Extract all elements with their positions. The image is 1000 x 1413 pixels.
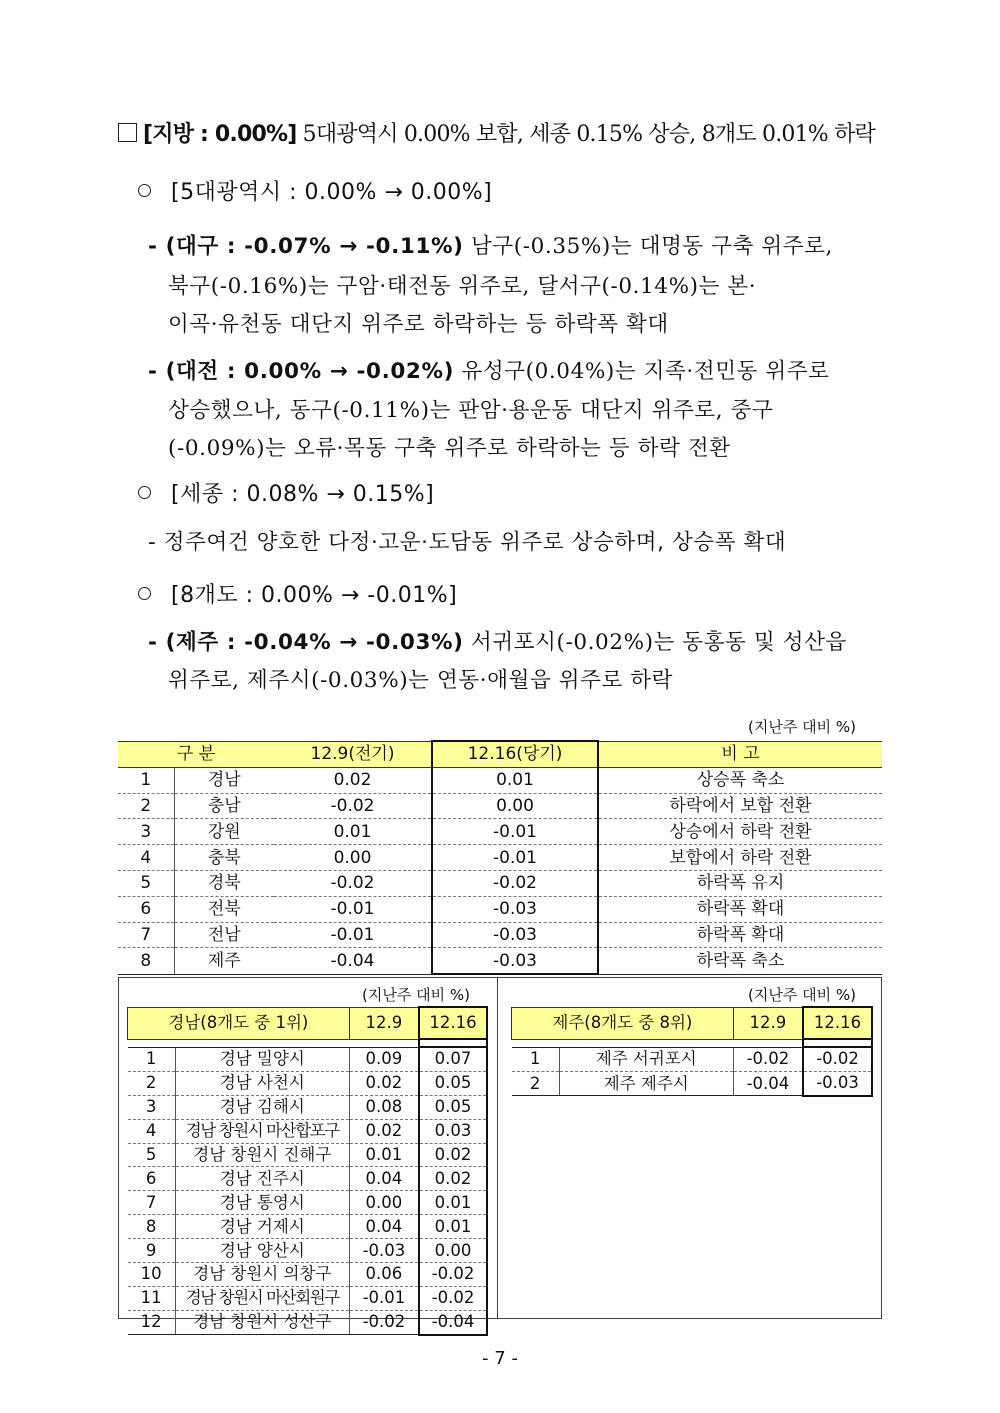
circle-bullet-icon (138, 486, 151, 499)
gyeongnam-row-cell: 경남 창원시 마산회원구 (175, 1286, 349, 1310)
header-category: 구 분 (118, 741, 274, 767)
gyeongnam-row-cell: 7 (128, 1191, 176, 1215)
gyeongnam-row-cell: 0.08 (349, 1095, 419, 1119)
province-row (118, 845, 882, 871)
main-table-unit: (지난주 대비 %) (748, 718, 856, 736)
gyeongnam-row-cell: 0.05 (419, 1071, 487, 1095)
gyeongnam-header-prev: 12.9 (349, 1007, 419, 1039)
province-row-cell: 0.01 (274, 819, 432, 845)
daegu-line-3: 이곡·유천동 대단지 위주로 하락하는 등 하락폭 확대 (168, 312, 669, 337)
jeju-row-cell: 2 (512, 1071, 560, 1095)
header-prev: 12.9(전기) (274, 741, 432, 767)
sejong-title: [세종 : 0.08% → 0.15%] (171, 482, 435, 507)
gyeongnam-row-cell: 3 (128, 1095, 176, 1119)
gyeongnam-row (128, 1263, 488, 1287)
gyeongnam-row-cell: 5 (128, 1143, 176, 1167)
gyeongnam-row (128, 1215, 488, 1239)
gyeongnam-row-cell: 6 (128, 1167, 176, 1191)
gyeongnam-row-cell: 0.09 (349, 1047, 419, 1071)
province-row-cell: 2 (118, 793, 174, 819)
province-row-cell: 경북 (174, 870, 274, 896)
province-row-cell: 0.00 (432, 793, 598, 819)
gyeongnam-row-cell: 경남 김해시 (175, 1095, 349, 1119)
province-row-cell: -0.03 (432, 922, 598, 948)
province-row-cell: 충북 (174, 845, 274, 871)
daegu-line-1 (148, 229, 833, 260)
gyeongnam-row-cell: 8 (128, 1215, 176, 1239)
jeju-row-cell: -0.02 (733, 1047, 803, 1071)
gyeongnam-row-cell: -0.02 (419, 1286, 487, 1310)
gyeongnam-row-cell: 0.00 (419, 1239, 487, 1263)
gyeongnam-row-cell: 0.04 (349, 1167, 419, 1191)
province-table (118, 740, 882, 975)
jeju-line-1 (148, 625, 847, 656)
province-row-cell: 강원 (174, 819, 274, 845)
province-row (118, 819, 882, 845)
gyeongnam-row-cell: -0.02 (419, 1263, 487, 1287)
province-row-cell: 5 (118, 870, 174, 896)
province-row-cell: 하락폭 확대 (598, 922, 882, 948)
gyeongnam-header-title: 경남(8개도 중 1위) (128, 1007, 350, 1039)
gyeongnam-row-cell: 0.04 (349, 1215, 419, 1239)
province-row-cell: 3 (118, 819, 174, 845)
gyeongnam-row-cell: 0.07 (419, 1047, 487, 1071)
sejong-subheading (138, 477, 434, 508)
province-row-cell: 0.02 (274, 767, 432, 793)
gyeongnam-row-cell: 0.06 (349, 1263, 419, 1287)
province-row-cell: 1 (118, 767, 174, 793)
daegu-line-2: 북구(-0.16%)는 구암·태전동 위주로, 달서구(-0.14%)는 본· (168, 274, 757, 299)
gyeongnam-row-cell: 경남 창원시 진해구 (175, 1143, 349, 1167)
gyeongnam-row-cell: 0.02 (419, 1143, 487, 1167)
gyeongnam-row-cell: 4 (128, 1119, 176, 1143)
gyeongnam-row-cell: 0.02 (349, 1119, 419, 1143)
province-row (118, 948, 882, 974)
daegu-label: - (대구 : -0.07% → -0.11%) (148, 234, 464, 259)
province-row-cell: 0.01 (432, 767, 598, 793)
gyeongnam-table-unit: (지난주 대비 %) (362, 986, 470, 1004)
gyeongnam-row-cell: 경남 통영시 (175, 1191, 349, 1215)
metro-title: [5대광역시 : 0.00% → 0.00%] (171, 180, 493, 205)
gyeongnam-row (128, 1071, 488, 1095)
province-row-cell: -0.01 (274, 922, 432, 948)
heading-label: [지방 : 0.00%] (143, 122, 297, 147)
province-row-cell: 하락에서 보합 전환 (598, 793, 882, 819)
province-row-cell: 제주 (174, 948, 274, 974)
provinces-title: [8개도 : 0.00% → -0.01%] (171, 583, 458, 608)
gyeongnam-row (128, 1047, 488, 1071)
circle-bullet-icon (138, 184, 151, 197)
page-number: - 7 - (482, 1348, 518, 1369)
province-row-cell: 충남 (174, 793, 274, 819)
province-row (118, 896, 882, 922)
province-row-cell: 경남 (174, 767, 274, 793)
jeju-row (512, 1047, 873, 1071)
gyeongnam-row-cell: 0.02 (349, 1071, 419, 1095)
gyeongnam-row-cell: 10 (128, 1263, 176, 1287)
gyeongnam-row-cell: 경남 창원시 성산구 (175, 1310, 349, 1334)
province-row-cell: 4 (118, 845, 174, 871)
daejeon-line-1 (148, 354, 830, 385)
province-row-cell: -0.02 (274, 870, 432, 896)
gyeongnam-row-cell: 0.01 (419, 1191, 487, 1215)
jeju-row-cell: -0.03 (803, 1071, 872, 1095)
gyeongnam-row-cell: 경남 창원시 의창구 (175, 1263, 349, 1287)
section-heading (118, 117, 875, 148)
gyeongnam-row-cell: 경남 양산시 (175, 1239, 349, 1263)
province-row-cell: 7 (118, 922, 174, 948)
province-row-cell: -0.01 (274, 896, 432, 922)
gyeongnam-row-cell: 9 (128, 1239, 176, 1263)
gyeongnam-row-cell: 11 (128, 1286, 176, 1310)
gyeongnam-row-cell: 0.02 (419, 1167, 487, 1191)
province-row-cell: 보합에서 하락 전환 (598, 845, 882, 871)
province-row-cell: 하락폭 유지 (598, 870, 882, 896)
gyeongnam-table-header (128, 1007, 488, 1039)
gyeongnam-row-cell: 경남 밀양시 (175, 1047, 349, 1071)
province-row-cell: 하락폭 축소 (598, 948, 882, 974)
jeju-header-title: 제주(8개도 중 8위) (512, 1007, 734, 1039)
daejeon-line-2: 상승했으나, 동구(-0.11%)는 판암·용운동 대단지 위주로, 중구 (168, 398, 774, 423)
province-row-cell: 0.00 (274, 845, 432, 871)
gyeongnam-row-cell: 0.00 (349, 1191, 419, 1215)
jeju-row (512, 1071, 873, 1095)
province-row (118, 922, 882, 948)
jeju-line-2: 위주로, 제주시(-0.03%)는 연동·애월읍 위주로 하락 (168, 668, 674, 693)
province-row-cell: -0.02 (432, 870, 598, 896)
gyeongnam-row-cell: 0.03 (419, 1119, 487, 1143)
daejeon-text-1: 유성구(0.04%)는 지족·전민동 위주로 (461, 359, 830, 384)
gyeongnam-row (128, 1239, 488, 1263)
daejeon-label: - (대전 : 0.00% → -0.02%) (148, 359, 455, 384)
province-row-cell: -0.04 (274, 948, 432, 974)
gyeongnam-row (128, 1167, 488, 1191)
jeju-table (511, 1006, 873, 1097)
provinces-subheading (138, 578, 457, 609)
province-table-header (118, 741, 882, 767)
gyeongnam-row-cell: 경남 창원시 마산합포구 (175, 1119, 349, 1143)
jeju-row-cell: -0.02 (803, 1047, 872, 1071)
gyeongnam-row-cell: 경남 사천시 (175, 1071, 349, 1095)
header-note: 비 고 (598, 741, 882, 767)
circle-bullet-icon (138, 587, 151, 600)
province-row-cell: -0.01 (432, 819, 598, 845)
header-current: 12.16(당기) (432, 741, 598, 767)
province-row-cell: -0.02 (274, 793, 432, 819)
jeju-header-current: 12.16 (803, 1007, 872, 1039)
gyeongnam-row-cell: 12 (128, 1310, 176, 1334)
gyeongnam-row (128, 1095, 488, 1119)
gyeongnam-row-cell: -0.04 (419, 1310, 487, 1334)
province-row-cell: -0.03 (432, 896, 598, 922)
gyeongnam-row (128, 1191, 488, 1215)
jeju-text-1: 서귀포시(-0.02%)는 동홍동 및 성산읍 (471, 630, 847, 655)
jeju-table-header (512, 1007, 873, 1039)
province-row-cell: 하락폭 확대 (598, 896, 882, 922)
gyeongnam-table (127, 1006, 488, 1336)
jeju-header-prev: 12.9 (733, 1007, 803, 1039)
province-row-cell: 전남 (174, 922, 274, 948)
province-row-cell: 상승에서 하락 전환 (598, 819, 882, 845)
gyeongnam-row-cell: 0.01 (349, 1143, 419, 1167)
gyeongnam-row-cell: -0.01 (349, 1286, 419, 1310)
sejong-line-1: - 정주여건 양호한 다정·고운·도담동 위주로 상승하며, 상승폭 확대 (148, 530, 787, 555)
gyeongnam-row-cell: -0.03 (349, 1239, 419, 1263)
jeju-row-cell: 1 (512, 1047, 560, 1071)
province-row-cell: -0.01 (432, 845, 598, 871)
province-row-cell: 상승폭 축소 (598, 767, 882, 793)
metro-subheading (138, 175, 492, 206)
jeju-row-cell: -0.04 (733, 1071, 803, 1095)
gyeongnam-header-current: 12.16 (419, 1007, 487, 1039)
jeju-row-cell: 제주 제주시 (559, 1071, 733, 1095)
province-row (118, 793, 882, 819)
gyeongnam-row (128, 1143, 488, 1167)
gyeongnam-row-cell: 0.05 (419, 1095, 487, 1119)
province-row-cell: 8 (118, 948, 174, 974)
gyeongnam-row-cell: 2 (128, 1071, 176, 1095)
jeju-label: - (제주 : -0.04% → -0.03%) (148, 630, 464, 655)
gyeongnam-row-cell: -0.02 (349, 1310, 419, 1334)
daegu-text-1: 남구(-0.35%)는 대명동 구축 위주로, (471, 234, 833, 259)
province-row (118, 767, 882, 793)
gyeongnam-row (128, 1119, 488, 1143)
province-row-cell: -0.03 (432, 948, 598, 974)
gyeongnam-row-cell: 0.01 (419, 1215, 487, 1239)
heading-text: 5대광역시 0.00% 보합, 세종 0.15% 상승, 8개도 0.01% 하락 (302, 122, 875, 147)
jeju-row-cell: 제주 서귀포시 (559, 1047, 733, 1071)
gyeongnam-row-cell: 경남 진주시 (175, 1167, 349, 1191)
gyeongnam-row-cell: 1 (128, 1047, 176, 1071)
box-divider (497, 978, 498, 1318)
checkbox-square-icon (118, 123, 137, 142)
gyeongnam-row-cell: 경남 거제시 (175, 1215, 349, 1239)
jeju-table-unit: (지난주 대비 %) (748, 986, 856, 1004)
province-row-cell: 전북 (174, 896, 274, 922)
province-row-cell: 6 (118, 896, 174, 922)
province-row (118, 870, 882, 896)
gyeongnam-row (128, 1310, 488, 1334)
gyeongnam-row (128, 1286, 488, 1310)
daejeon-line-3: (-0.09%)는 오류·목동 구축 위주로 하락하는 등 하락 전환 (168, 436, 731, 461)
